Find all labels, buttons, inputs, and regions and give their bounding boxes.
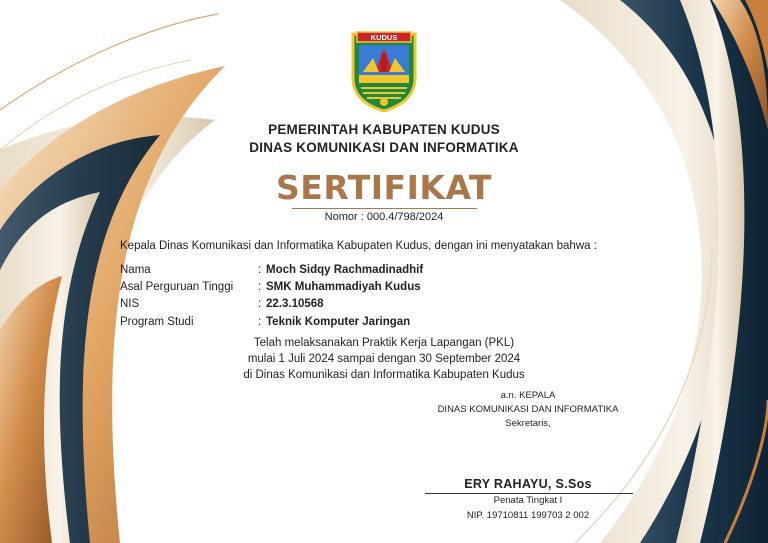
field-separator: :: [258, 264, 262, 276]
title-underline: [292, 208, 477, 209]
government-name: PEMERINTAH KABUPATEN KUDUS: [268, 122, 500, 137]
signatory-rank: Penata Tingkat I: [493, 495, 563, 506]
signatory-on-behalf: a.n. KEPALA: [500, 390, 556, 401]
signatory-name: ERY RAHAYU, S.Sos: [464, 477, 592, 491]
signatory-position: Sekretaris,: [505, 418, 551, 429]
field-separator: :: [258, 281, 262, 293]
certificate-number: Nomor : 000.4/798/2024: [324, 211, 444, 223]
signatory-agency: DINAS KOMUNIKASI DAN INFORMATIKA: [437, 404, 619, 415]
intro-statement: Kepala Dinas Komunikasi dan Informatika Kabupaten Kudus, dengan ini menyatakan bahwa :: [120, 240, 597, 252]
kudus-coat-of-arms-logo: [349, 28, 419, 112]
pkl-location: di Dinas Komunikasi dan Informatika Kabupaten Kudus: [243, 369, 525, 381]
field-value: 22.3.10568: [266, 298, 324, 310]
pkl-statement: Telah melaksanakan Praktik Kerja Lapangan (PKL): [253, 337, 515, 349]
field-label: Nama: [120, 264, 151, 276]
field-value: SMK Muhammadiyah Kudus: [266, 281, 421, 293]
signature-line: [425, 493, 633, 494]
field-value: Teknik Komputer Jaringan: [266, 316, 411, 328]
field-label: NIS: [120, 298, 140, 310]
field-separator: :: [258, 298, 262, 310]
field-value: Moch Sidqy Rachmadinadhif: [266, 264, 424, 276]
pkl-period: mulai 1 Juli 2024 sampai dengan 30 September 2024: [247, 353, 521, 365]
logo-banner-text: KUDUS: [370, 33, 398, 42]
certificate-title: SERTIFIKAT: [276, 168, 492, 207]
agency-name: DINAS KOMUNIKASI DAN INFORMATIKA: [249, 140, 519, 155]
field-separator: :: [258, 316, 262, 328]
signatory-nip: NIP. 19710811 199703 2 002: [466, 510, 590, 521]
field-label: Program Studi: [120, 316, 194, 328]
field-label: Asal Perguruan Tinggi: [120, 281, 234, 293]
